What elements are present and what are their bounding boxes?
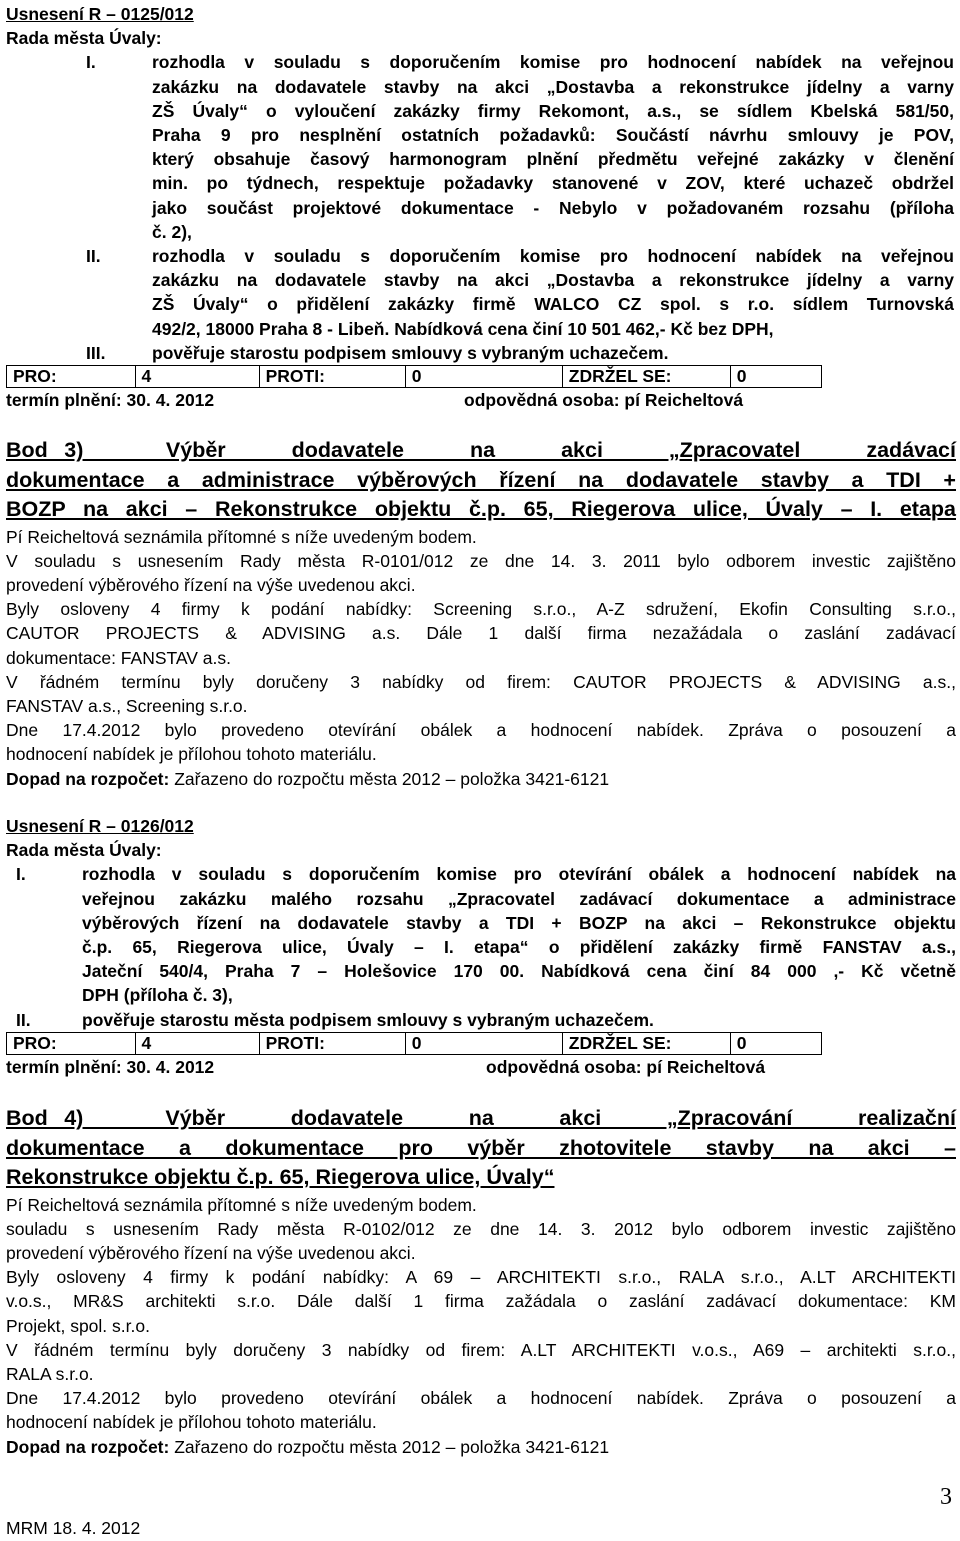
item-line: zakázku na dodavatele stavby na akci „Dostavba a rekonstrukce jídelny a varny <box>152 76 954 97</box>
vote-pro-value: 4 <box>135 1032 259 1054</box>
paragraph-line: dokumentace: FANSTAV a.s. <box>6 647 232 668</box>
deadline: termín plnění: 30. 4. 2012 <box>6 1056 215 1077</box>
item-line: veřejnou zakázku malého rozsahu „Zpracovatel zadávací dokumentace a administrace <box>82 888 956 909</box>
vote-zdrzel-label: ZDRŽEL SE: <box>562 1032 730 1054</box>
paragraph-line: CAUTOR PROJECTS & ADVISING a.s. Dále 1 další firma nezažádala o zaslání zadávací <box>6 623 956 644</box>
resolution-title: Usnesení R – 0126/012 <box>6 816 194 836</box>
agenda-paragraph <box>6 1193 956 1217</box>
item-line: ZŠ Úvaly“ o vyloučení zakázky firmy Rekomont, a.s., se sídlem Kbelská 581/50, <box>152 100 954 121</box>
item-line: č.p. 65, Riegerova ulice, Úvaly – I. etapa“ o přidělení zakázky firmě FANSTAV a.s., <box>82 937 956 958</box>
vote-table <box>6 365 822 388</box>
council-label: Rada města Úvaly: <box>6 28 162 49</box>
paragraph-line: hodnocení nabídek je přílohou tohoto materiálu. <box>6 744 377 765</box>
paragraph-line: provedení výběrového řízení na výše uvedenou akci. <box>6 574 416 595</box>
vote-pro-value: 4 <box>135 366 259 388</box>
item-text <box>152 341 954 365</box>
page-number: 3 <box>940 1484 952 1510</box>
item-number: I. <box>16 864 26 885</box>
agenda-paragraph <box>6 549 956 597</box>
resolution-item <box>86 341 956 365</box>
council-label: Rada města Úvaly: <box>6 840 162 861</box>
resolution-item <box>16 1008 956 1032</box>
vote-zdrzel-label: ZDRŽEL SE: <box>562 366 730 388</box>
resolution-0125 <box>6 2 956 412</box>
item-line: 492/2, 18000 Praha 8 - Libeň. Nabídková cena činí 10 501 462,- Kč bez DPH, <box>152 318 774 339</box>
vote-proti-value: 0 <box>405 366 562 388</box>
paragraph-line: V řádném termínu byly doručeny 3 nabídky od firem: CAUTOR PROJECTS & ADVISING a.s., <box>6 671 956 692</box>
paragraph-line: provedení výběrového řízení na výše uvedenou akci. <box>6 1242 416 1263</box>
item-line: Praha 9 pro nesplnění ostatních požadavků: Součástí návrhu smlouvy je POV, <box>152 125 954 146</box>
budget-impact <box>6 1435 956 1459</box>
item-line: min. po týdnech, respektuje požadavky stanovené v ZOV, které uchazeč obdržel <box>152 173 954 194</box>
paragraph-line: Byly osloveny 4 firmy k podání nabídky: A 69 – ARCHITEKTI s.r.o., RALA s.r.o., A.LT ARCHITEKTI <box>6 1267 956 1288</box>
agenda-paragraph <box>6 1217 956 1265</box>
paragraph-line: RALA s.r.o. <box>6 1363 94 1384</box>
budget-text: Zařazeno do rozpočtu města 2012 – položka 3421-6121 <box>169 768 610 789</box>
agenda-item-4 <box>6 1104 956 1459</box>
deadline-row <box>6 388 956 412</box>
item-line: pověřuje starostu podpisem smlouvy s vybraným uchazečem. <box>152 342 669 363</box>
agenda-paragraph <box>6 1338 956 1386</box>
vote-proti-label: PROTI: <box>259 366 405 388</box>
heading-line: dokumentace a dokumentace pro výběr zhotovitele stavby na akci – <box>6 1135 956 1160</box>
responsible-person: odpovědná osoba: pí Reicheltová <box>486 1056 766 1077</box>
item-text <box>82 862 956 1007</box>
paragraph-line: Byly osloveny 4 firmy k podání nabídky: Screening s.r.o., A-Z sdružení, Ekofin Consulting s.r.o., <box>6 599 956 620</box>
responsible-person: odpovědná osoba: pí Reicheltová <box>464 390 744 411</box>
item-text <box>152 244 954 341</box>
vote-proti-value: 0 <box>405 1032 562 1054</box>
paragraph-line: Dne 17.4.2012 bylo provedeno otevírání obálek a hodnocení nabídek. Zpráva o posouzení a <box>6 720 956 741</box>
item-line: DPH (příloha č. 3), <box>82 985 233 1006</box>
item-line: rozhodla v souladu s doporučením komise pro hodnocení nabídek na veřejnou <box>152 246 954 267</box>
agenda-paragraph <box>6 670 956 718</box>
vote-pro-label: PRO: <box>7 366 136 388</box>
resolution-item <box>86 244 956 341</box>
agenda-paragraph <box>6 718 956 766</box>
item-line: pověřuje starostu města podpisem smlouvy s vybraným uchazečem. <box>82 1009 654 1030</box>
resolution-title: Usnesení R – 0125/012 <box>6 4 194 24</box>
paragraph-line: Projekt, spol. s.r.o. <box>6 1315 150 1336</box>
item-line: ZŠ Úvaly“ o přidělení zakázky firmě WALCO CZ spol. s r.o. sídlem Turnovská <box>152 294 954 315</box>
agenda-heading <box>6 1104 956 1193</box>
paragraph-line: Pí Reicheltová seznámila přítomné s níže uvedeným bodem. <box>6 1194 477 1215</box>
resolution-item <box>86 50 956 244</box>
footer-date: MRM 18. 4. 2012 <box>6 1518 141 1538</box>
item-number: I. <box>86 52 96 73</box>
resolution-item <box>16 862 956 1007</box>
item-line: jako součást projektové dokumentace - Nebylo v požadovaném rozsahu (příloha <box>152 197 954 218</box>
paragraph-line: v.o.s., MR&S architekti s.r.o. Dále další 1 firma zažádala o zaslání zadávací dokumentace: KM <box>6 1291 956 1312</box>
budget-text: Zařazeno do rozpočtu města 2012 – položka 3421-6121 <box>169 1436 610 1457</box>
paragraph-line: Dne 17.4.2012 bylo provedeno otevírání obálek a hodnocení nabídek. Zpráva o posouzení a <box>6 1388 956 1409</box>
deadline-row <box>6 1055 956 1079</box>
agenda-paragraph <box>6 525 956 549</box>
paragraph-line: hodnocení nabídek je přílohou tohoto materiálu. <box>6 1412 377 1433</box>
paragraph-line: FANSTAV a.s., Screening s.r.o. <box>6 695 248 716</box>
heading-line: BOZP na akci – Rekonstrukce objektu č.p. 65, Riegerova ulice, Úvaly – I. etapa <box>6 497 956 521</box>
item-number: II. <box>86 246 101 267</box>
vote-zdrzel-value: 0 <box>730 1032 821 1054</box>
item-number: III. <box>86 342 106 363</box>
heading-line: Bod 4) Výběr dodavatele na akci „Zpracování realizační <box>6 1106 956 1130</box>
item-text <box>82 1008 956 1032</box>
item-line: výběrových řízení na dodavatele stavby a TDI + BOZP na akci – Rekonstrukce objektu <box>82 912 956 933</box>
deadline: termín plnění: 30. 4. 2012 <box>6 390 215 411</box>
agenda-paragraph <box>6 597 956 670</box>
item-line: rozhodla v souladu s doporučením komise pro otevírání obálek a hodnocení nabídek na <box>82 864 956 885</box>
paragraph-line: souladu s usnesením Rady města R-0102/012 ze dne 14. 3. 2012 bylo odborem investic zajištěno <box>6 1218 956 1239</box>
heading-line: Rekonstrukce objektu č.p. 65, Riegerova ulice, Úvaly“ <box>6 1165 555 1189</box>
agenda-item-3 <box>6 436 956 791</box>
resolution-0126 <box>6 814 956 1079</box>
paragraph-line: V souladu s usnesením Rady města R-0101/012 ze dne 14. 3. 2011 bylo odborem investic zajištěno <box>6 550 956 571</box>
paragraph-line: Pí Reicheltová seznámila přítomné s níže uvedeným bodem. <box>6 526 477 547</box>
vote-table <box>6 1032 822 1055</box>
item-line: č. 2), <box>152 221 192 242</box>
vote-zdrzel-value: 0 <box>730 366 821 388</box>
item-line: rozhodla v souladu s doporučením komise pro hodnocení nabídek na veřejnou <box>152 52 954 73</box>
vote-proti-label: PROTI: <box>259 1032 405 1054</box>
paragraph-line: V řádném termínu byly doručeny 3 nabídky od firem: A.LT ARCHITEKTI v.o.s., A69 – architekti s.r.o., <box>6 1339 956 1360</box>
budget-impact <box>6 767 956 791</box>
agenda-paragraph <box>6 1386 956 1434</box>
heading-line: Bod 3) Výběr dodavatele na akci „Zpracovatel zadávací <box>6 438 956 462</box>
budget-label: Dopad na rozpočet: <box>6 1436 170 1457</box>
agenda-paragraph <box>6 1265 956 1338</box>
item-number: II. <box>16 1009 31 1030</box>
vote-pro-label: PRO: <box>7 1032 136 1054</box>
agenda-heading <box>6 436 956 525</box>
item-text <box>152 50 954 244</box>
budget-label: Dopad na rozpočet: <box>6 768 170 789</box>
item-line: zakázku na dodavatele stavby na akci „Dostavba a rekonstrukce jídelny a varny <box>152 270 954 291</box>
item-line: který obsahuje časový harmonogram plnění předmětu veřejné zakázky v členění <box>152 149 954 170</box>
item-line: Jateční 540/4, Praha 7 – Holešovice 170 00. Nabídková cena činí 84 000 ,- Kč včetně <box>82 961 956 982</box>
heading-line: dokumentace a administrace výběrových řízení na dodavatele stavby a TDI + <box>6 467 956 492</box>
